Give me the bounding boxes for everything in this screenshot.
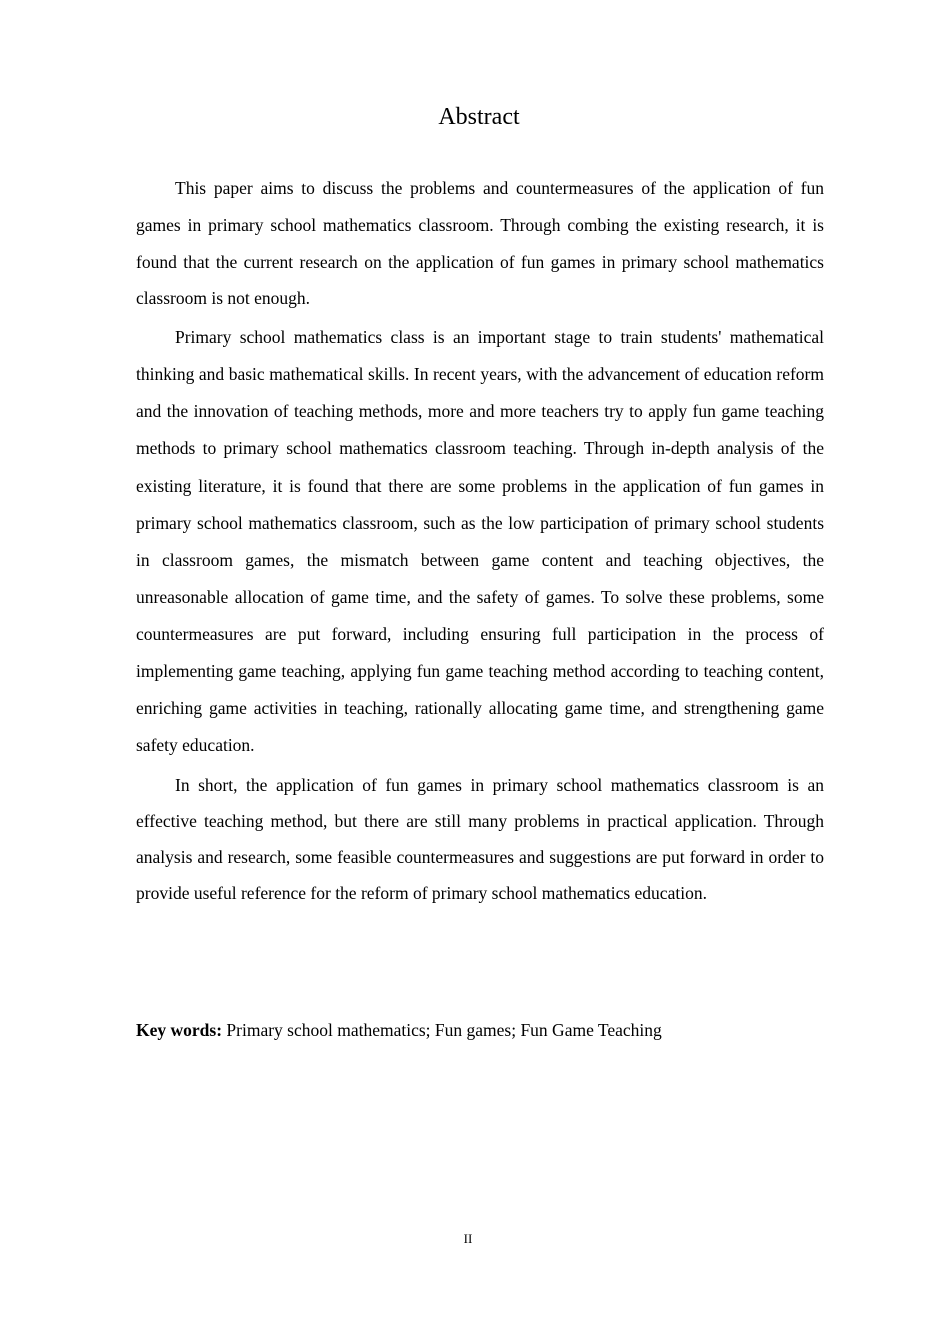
keywords-label: Key words: xyxy=(136,1020,223,1040)
page-number: II xyxy=(463,1231,473,1246)
abstract-body xyxy=(136,170,824,911)
keywords-text: Primary school mathematics; Fun games; Fun Game Teaching xyxy=(222,1020,662,1040)
abstract-paragraph-1: This paper aims to discuss the problems and countermeasures of the application of fun games in primary school mathematics classroom. Through combing the existing research, it is found that the current research on the application of fun games in primary school mathematics classroom is not enough. xyxy=(136,178,824,309)
abstract-paragraph-3: In short, the application of fun games in primary school mathematics classroom is an effective teaching method, but there are still many problems in practical application. Through analysis and research, some feasible countermeasures and suggestions are put forward in order to provide useful reference for the reform of primary school mathematics education. xyxy=(136,775,824,904)
keywords-line xyxy=(136,1016,662,1044)
abstract-paragraph-2: Primary school mathematics class is an important stage to train students' mathematical thinking and basic mathematical skills. In recent years, with the advancement of education reform and the innovation of teaching methods, more and more teachers try to apply fun game teaching methods to primary school mathematics classroom teaching. Through in-depth analysis of the existing literature, it is found that there are some problems in the application of fun games in primary school mathematics classroom, such as the low participation of primary school students in classroom games, the mismatch between game content and teaching objectives, the unreasonable allocation of game time, and the safety of games. To solve these problems, some countermeasures are put forward, including ensuring full participation in the process of implementing game teaching, applying fun game teaching method according to teaching content, enriching game activities in teaching, rationally allocating game time, and strengthening game safety education. xyxy=(136,327,824,756)
abstract-title: Abstract xyxy=(438,104,520,130)
